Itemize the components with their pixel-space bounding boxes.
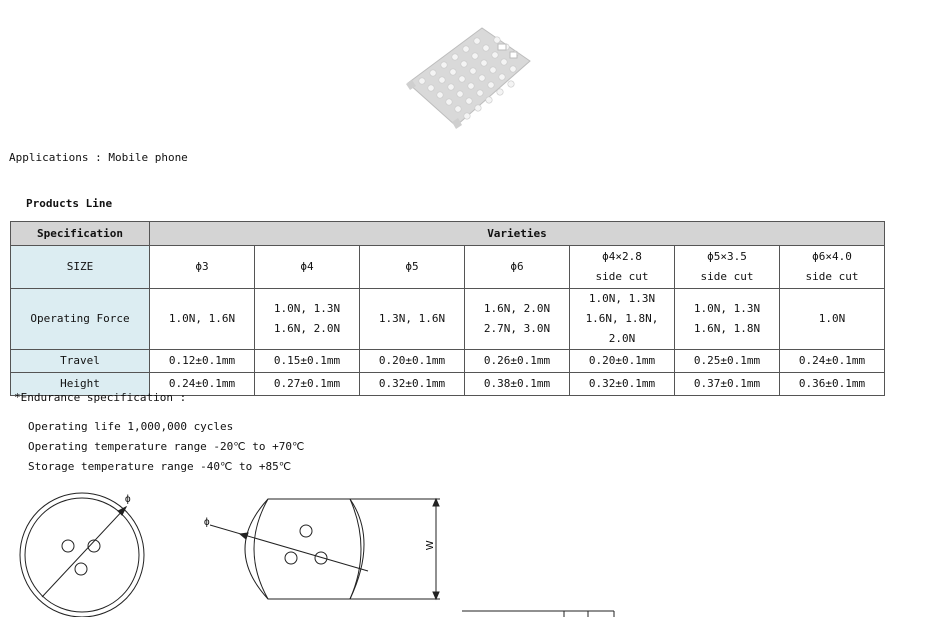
operating-force-label: Operating Force	[11, 289, 150, 350]
force-cell: 1.0N, 1.3N 1.6N, 1.8N	[675, 289, 780, 350]
dome-dot	[483, 45, 489, 51]
height-cell: 0.27±0.1mm	[255, 373, 360, 396]
size-cell: ϕ5×3.5 side cut	[675, 246, 780, 289]
force-cell: 1.6N, 2.0N 2.7N, 3.0N	[465, 289, 570, 350]
force-cell: 1.0N	[780, 289, 885, 350]
specification-header: Specification	[11, 222, 150, 246]
dome-dot	[457, 91, 463, 97]
size-cell: ϕ6×4.0 side cut	[780, 246, 885, 289]
dome-dot	[486, 97, 492, 103]
travel-cell: 0.15±0.1mm	[255, 350, 360, 373]
size-cell: ϕ5	[360, 246, 465, 289]
products-line-title: Products Line	[26, 197, 113, 210]
height-cell: 0.38±0.1mm	[465, 373, 570, 396]
dome-dot	[477, 90, 483, 96]
dome-dot	[463, 46, 469, 52]
dome-dot	[499, 74, 505, 80]
dome-dot	[419, 78, 425, 84]
force-cell: 1.0N, 1.6N	[150, 289, 255, 350]
dome-dot	[481, 60, 487, 66]
travel-cell: 0.20±0.1mm	[570, 350, 675, 373]
force-cell: 1.3N, 1.6N	[360, 289, 465, 350]
dome-dot	[490, 67, 496, 73]
height-cell: 0.24±0.1mm	[150, 373, 255, 396]
round-diameter-label: ϕ	[125, 494, 131, 505]
dome-dot	[437, 92, 443, 98]
products-table	[10, 221, 885, 396]
applications-text: Applications : Mobile phone	[9, 151, 188, 164]
dome-drawings	[0, 485, 936, 617]
travel-cell: 0.12±0.1mm	[150, 350, 255, 373]
dome-dot	[472, 53, 478, 59]
size-cell: ϕ6	[465, 246, 570, 289]
dome-dot	[479, 75, 485, 81]
dome-dot	[468, 83, 474, 89]
dome-dot	[461, 61, 467, 67]
endurance-line: Storage temperature range -40℃ to +85℃	[28, 460, 292, 473]
dome-dot	[497, 89, 503, 95]
travel-cell: 0.25±0.1mm	[675, 350, 780, 373]
size-cell: ϕ4×2.8 side cut	[570, 246, 675, 289]
dome-dot	[466, 98, 472, 104]
varieties-header: Varieties	[150, 222, 885, 246]
height-cell: 0.32±0.1mm	[360, 373, 465, 396]
dome-dot	[439, 77, 445, 83]
width-label: W	[425, 540, 436, 550]
dome-dot	[459, 76, 465, 82]
dome-dot	[501, 59, 507, 65]
dome-dot	[470, 68, 476, 74]
dome-dot	[510, 66, 516, 72]
force-cell: 1.0N, 1.3N 1.6N, 1.8N, 2.0N	[570, 289, 675, 350]
dome-dot	[441, 62, 447, 68]
dome-dot	[474, 38, 480, 44]
dome-dot	[464, 113, 470, 119]
force-cell: 1.0N, 1.3N 1.6N, 2.0N	[255, 289, 360, 350]
endurance-line: Operating life 1,000,000 cycles	[28, 420, 234, 433]
dome-dot	[450, 69, 456, 75]
dome-dot	[508, 81, 514, 87]
height-cell: 0.32±0.1mm	[570, 373, 675, 396]
height-cell: 0.37±0.1mm	[675, 373, 780, 396]
metal-dome-array-image	[400, 26, 535, 131]
sidecut-diameter-label: ϕ	[204, 517, 210, 528]
dome-dot	[475, 105, 481, 111]
dome-dot	[448, 84, 454, 90]
travel-label: Travel	[11, 350, 150, 373]
dome-dot	[488, 82, 494, 88]
travel-cell: 0.20±0.1mm	[360, 350, 465, 373]
endurance-line: Operating temperature range -20℃ to +70℃	[28, 440, 305, 453]
sidecut-dome-drawing	[210, 499, 440, 599]
partial-table-lines	[462, 611, 614, 617]
dome-dot	[446, 99, 452, 105]
height-cell: 0.36±0.1mm	[780, 373, 885, 396]
size-label: SIZE	[11, 246, 150, 289]
dome-dot	[452, 54, 458, 60]
dome-dot	[428, 85, 434, 91]
endurance-title: *Endurance specification :	[14, 391, 187, 404]
size-cell: ϕ4	[255, 246, 360, 289]
dome-dot	[455, 106, 461, 112]
travel-cell: 0.24±0.1mm	[780, 350, 885, 373]
dome-dot	[430, 70, 436, 76]
dome-dot	[494, 37, 500, 43]
size-cell: ϕ3	[150, 246, 255, 289]
dome-dot	[492, 52, 498, 58]
height-label: Height	[11, 373, 150, 396]
travel-cell: 0.26±0.1mm	[465, 350, 570, 373]
round-dome-drawing	[20, 493, 144, 617]
